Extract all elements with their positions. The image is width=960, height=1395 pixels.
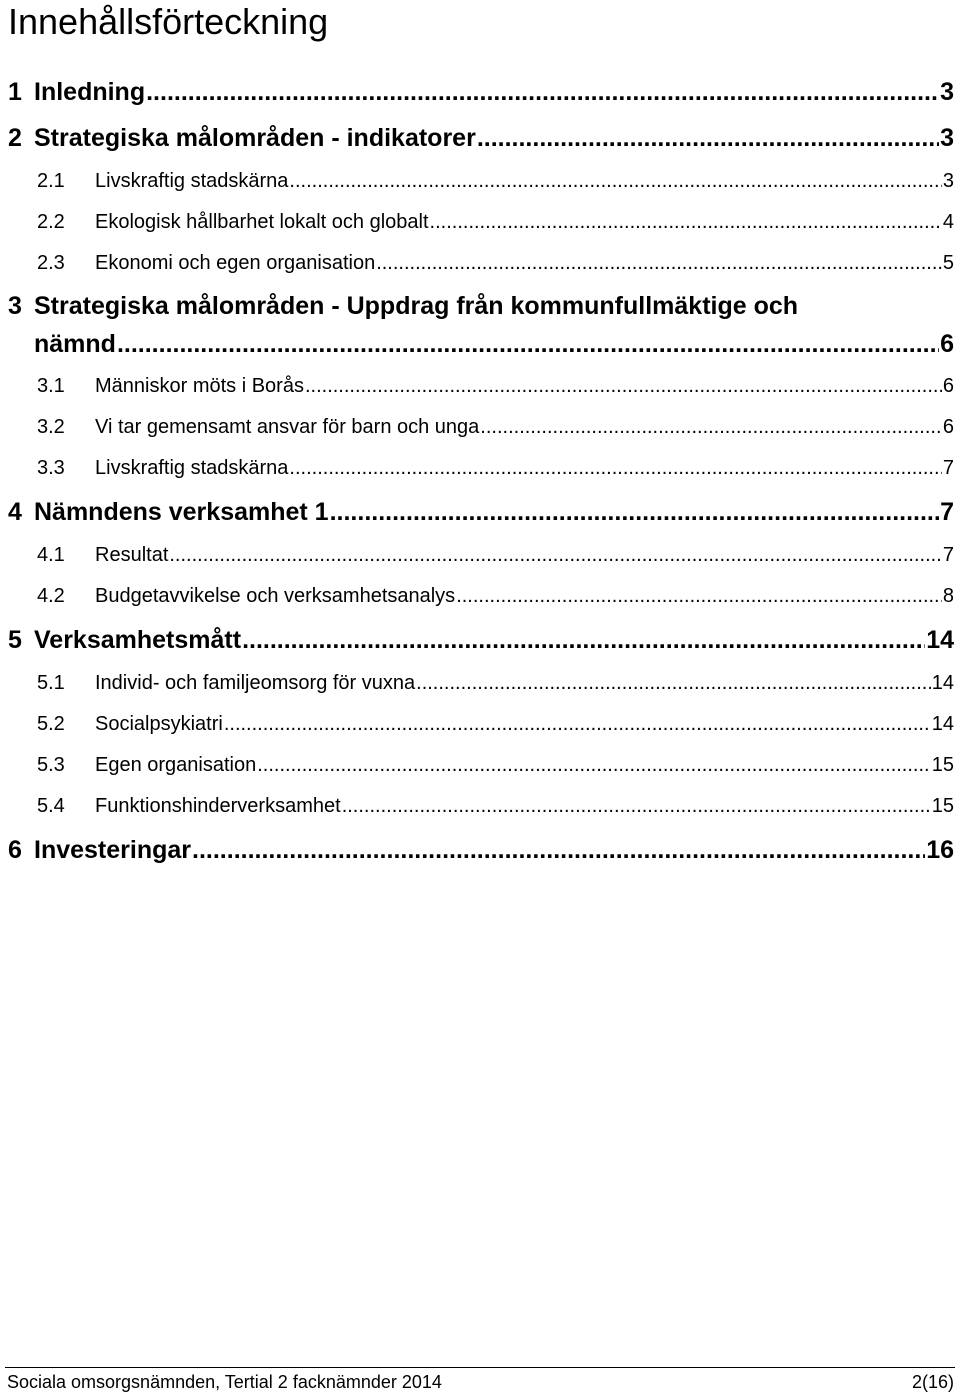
footer-page-number: 2(16): [911, 1372, 954, 1392]
toc-entry-label-continued: nämnd: [34, 330, 116, 358]
toc-entry-page: 6: [942, 375, 954, 397]
page-footer: [7, 1372, 954, 1393]
toc-entry-label: Livskraftig stadskärna: [95, 457, 289, 479]
toc-entry-label: Ekologisk hållbarhet lokalt och globalt: [95, 211, 429, 233]
toc-entry-3-3[interactable]: [8, 457, 954, 480]
toc-entry-5-4[interactable]: [8, 795, 954, 818]
toc-entry-page: 3: [940, 78, 954, 106]
toc-entry-number: 4: [8, 498, 22, 526]
dot-leader: [242, 626, 925, 655]
toc-entry-3-2[interactable]: [8, 416, 954, 439]
toc-entry-2-2[interactable]: [8, 211, 954, 234]
toc-entry-number: 6: [8, 836, 22, 864]
toc-entry-page: 14: [926, 626, 954, 654]
toc-entry-number: 5: [8, 626, 22, 654]
toc-entry-label: Livskraftig stadskärna: [95, 170, 289, 192]
toc-entry-2[interactable]: [8, 124, 954, 153]
toc-title: Innehållsförteckning: [8, 1, 329, 42]
toc-entry-page: 14: [931, 672, 954, 694]
toc-entry-label: Individ- och familjeomsorg för vuxna: [95, 672, 416, 694]
dot-leader: [376, 252, 942, 275]
toc-entry-page: 15: [931, 795, 954, 817]
toc-entry-page: 16: [926, 836, 954, 864]
dot-leader: [330, 498, 940, 527]
toc-entry-number: 5.4: [37, 795, 65, 817]
toc-entry-label: Investeringar: [34, 836, 192, 864]
toc-entry-label: Ekonomi och egen organisation: [95, 252, 376, 274]
toc-entry-1[interactable]: [8, 78, 954, 107]
dot-leader: [192, 836, 925, 865]
toc-entry-number: 1: [8, 78, 22, 106]
toc-entry-page: 6: [942, 416, 954, 438]
toc-entry-number: 5.2: [37, 713, 65, 735]
toc-entry-number: 3.2: [37, 416, 65, 438]
toc-entry-label: Inledning: [34, 78, 146, 106]
toc-entry-number: 3.3: [37, 457, 65, 479]
toc-entry-page: 7: [940, 498, 954, 526]
footer-divider: [5, 1367, 955, 1368]
toc-entry-2-1[interactable]: [8, 170, 954, 193]
toc-entry-label: Strategiska målområden - Uppdrag från kommunfullmäktige och: [34, 292, 799, 320]
toc-entry-3-line2[interactable]: [34, 330, 954, 359]
dot-leader: [305, 375, 942, 398]
dot-leader: [289, 170, 941, 193]
dot-leader: [456, 585, 942, 608]
toc-entry-page: 6: [940, 330, 954, 358]
toc-entry-label: Resultat: [95, 544, 169, 566]
toc-entry-label: Vi tar gemensamt ansvar för barn och unga: [95, 416, 480, 438]
toc-entry-4-2[interactable]: [8, 585, 954, 608]
toc-entry-number: 4.1: [37, 544, 65, 566]
toc-entry-page: 8: [942, 585, 954, 607]
toc-entry-3-line1[interactable]: [8, 292, 954, 321]
toc-entry-3-1[interactable]: [8, 375, 954, 398]
toc-entry-5-2[interactable]: [8, 713, 954, 736]
toc-entry-5-3[interactable]: [8, 754, 954, 777]
toc-entry-page: 3: [942, 170, 954, 192]
dot-leader: [480, 416, 942, 439]
toc-entry-5-1[interactable]: [8, 672, 954, 695]
dot-leader: [257, 754, 931, 777]
toc-entry-page: 7: [942, 544, 954, 566]
toc-entry-4[interactable]: [8, 498, 954, 527]
toc-entry-number: 2: [8, 124, 22, 152]
toc-entry-label: Strategiska målområden - indikatorer: [34, 124, 476, 152]
footer-document-title: Sociala omsorgsnämnden, Tertial 2 facknämnder 2014: [7, 1372, 442, 1392]
dot-leader: [146, 78, 939, 107]
toc-entry-number: 3: [8, 292, 22, 320]
toc-entry-number: 4.2: [37, 585, 65, 607]
toc-entry-4-1[interactable]: [8, 544, 954, 567]
dot-leader: [416, 672, 931, 695]
toc-entry-2-3[interactable]: [8, 252, 954, 275]
toc-entry-number: 2.1: [37, 170, 65, 192]
toc-entry-page: 14: [931, 713, 954, 735]
toc-entry-page: 15: [931, 754, 954, 776]
toc-entry-number: 2.2: [37, 211, 65, 233]
toc-entry-label: Människor möts i Borås: [95, 375, 304, 397]
toc-entry-number: 5.3: [37, 754, 65, 776]
dot-leader: [117, 330, 939, 359]
toc-entry-page: 7: [942, 457, 954, 479]
toc-entry-label: Nämndens verksamhet 1: [34, 498, 329, 526]
dot-leader: [342, 795, 931, 818]
toc-entry-number: 3.1: [37, 375, 65, 397]
toc-entry-6[interactable]: [8, 836, 954, 865]
toc-entry-page: 5: [942, 252, 954, 274]
toc-entry-number: 2.3: [37, 252, 65, 274]
toc-entry-number: 5.1: [37, 672, 65, 694]
dot-leader: [289, 457, 941, 480]
toc-entry-page: 4: [942, 211, 954, 233]
dot-leader: [477, 124, 939, 153]
toc-entry-label: Verksamhetsmått: [34, 626, 242, 654]
toc-entry-page: 3: [940, 124, 954, 152]
toc-entry-label: Budgetavvikelse och verksamhetsanalys: [95, 585, 456, 607]
toc-entry-label: Egen organisation: [95, 754, 257, 776]
toc-entry-5[interactable]: [8, 626, 954, 655]
dot-leader: [224, 713, 931, 736]
dot-leader: [169, 544, 942, 567]
toc-entry-label: Socialpsykiatri: [95, 713, 223, 735]
dot-leader: [430, 211, 942, 234]
toc-entry-label: Funktionshinderverksamhet: [95, 795, 341, 817]
